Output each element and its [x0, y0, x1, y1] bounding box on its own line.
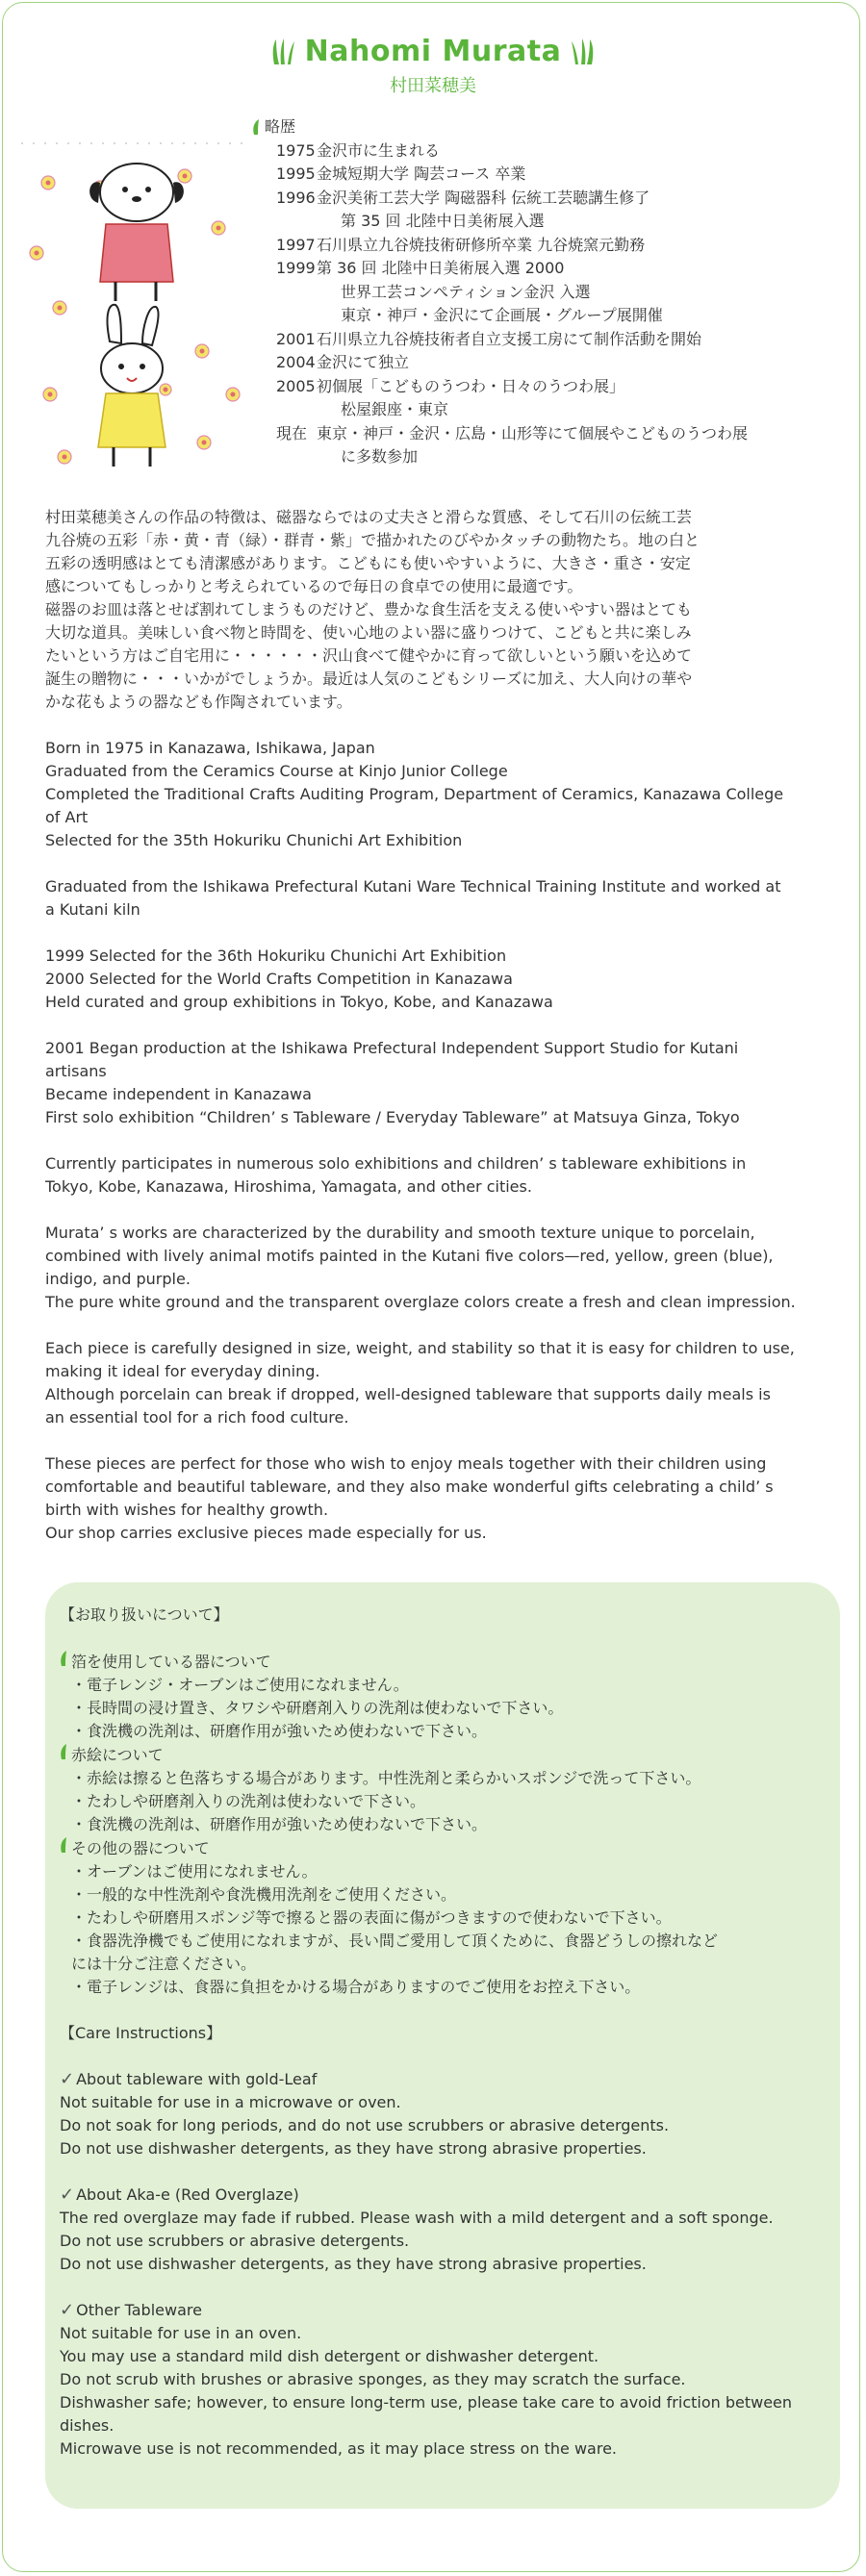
blank-line	[45, 922, 825, 945]
biography-text: 金沢美術工芸大学 陶磁器科 伝統工芸聴講生修了	[317, 188, 650, 207]
biography-year: 1996	[276, 188, 316, 207]
biography-text: 金沢市に生まれる	[317, 140, 441, 160]
intro-line: たいという方はご自宅用に・・・・・・沢山食べて健やかに育って欲しいという願いを込めて	[45, 646, 693, 665]
biography-text: 金沢にて独立	[317, 353, 410, 371]
care-section-heading	[60, 1836, 829, 1860]
check-icon: ✓	[60, 2185, 75, 2205]
english-line: Became independent in Kanazawa	[45, 1085, 312, 1103]
intro-line: 感についてもしっかりと考えられているので毎日の食卓での使用に最適です。	[45, 577, 583, 595]
english-line: Each piece is carefully designed in size, weight, and stability so that it is easy for children to use,	[45, 1339, 795, 1357]
care-section-heading	[60, 2184, 829, 2207]
english-line: Graduated from the Ishikawa Prefectural Kutani Ware Technical Training Institute and worked at	[45, 877, 781, 896]
english-line: a Kutani kiln	[45, 900, 140, 919]
english-line: Selected for the 35th Hokuriku Chunichi Art Exhibition	[45, 831, 463, 849]
biography-text: 第 35 回 北陸中日美術展入選	[341, 212, 545, 230]
english-line: comfortable and beautiful tableware, and they also make wonderful gifts celebrating a child’ s	[45, 1477, 774, 1496]
intro-line: 誕生の贈物に・・・いかがでしょうか。最近は人気のこどもシリーズに加え、大人向けの華や	[45, 669, 693, 688]
artist-name-row	[270, 35, 597, 68]
biography-row	[252, 328, 829, 352]
english-line: combined with lively animal motifs painted in the Kutani five colors—red, yellow, green (blue),	[45, 1247, 774, 1265]
english-line: The pure white ground and the transparent overglaze colors create a fresh and clean impression.	[45, 1293, 796, 1311]
care-section-heading	[60, 2299, 829, 2322]
english-line: 1999 Selected for the 36th Hokuriku Chunichi Art Exhibition	[45, 947, 507, 965]
english-line: Murata’ s works are characterized by the durability and smooth texture unique to porcelain,	[45, 1224, 755, 1242]
english-line: Completed the Traditional Crafts Auditing Program, Department of Ceramics, Kanazawa College	[45, 785, 784, 803]
english-line: an essential tool for a rich food culture.	[45, 1408, 349, 1427]
biography-text: 松屋銀座・東京	[341, 400, 449, 418]
care-heading-text: About Aka-e (Red Overglaze)	[76, 2185, 299, 2204]
english-line: artisans	[45, 1062, 107, 1080]
english-line: Our shop carries exclusive pieces made especially for us.	[45, 1524, 487, 1542]
intro-line: 五彩の透明感はとても清潔感があります。こどもにも使いやすいように、大きさ・重さ・安定	[45, 554, 691, 572]
care-heading-text: その他の器について	[71, 1838, 210, 1857]
spacer	[60, 1627, 829, 1650]
care-item: ・電子レンジは、食器に負担をかける場合がありますのでご使用をお控え下さい。	[71, 1978, 641, 1996]
biography-year	[252, 281, 317, 305]
biography-text: 東京・神戸・金沢にて企画展・グループ展開催	[341, 306, 663, 324]
biography-row	[252, 210, 829, 234]
english-line: 2000 Selected for the World Crafts Competition in Kanazawa	[45, 970, 513, 988]
leaf-icon	[60, 1743, 69, 1767]
biography-text: 石川県立九谷焼技術者自立支援工房にて制作活動を開始	[317, 329, 702, 348]
biography-row	[252, 187, 829, 211]
biography-year	[252, 445, 317, 469]
english-line: These pieces are perfect for those who wish to enjoy meals together with their children using	[45, 1454, 767, 1473]
care-heading-text: 赤絵について	[71, 1745, 164, 1764]
care-section-heading	[60, 1743, 829, 1767]
intro-line: 磁器のお皿は落とせば割れてしまうものだけど、豊かな食生活を支える使いやすい器はとても	[45, 600, 693, 619]
care-instructions-box	[45, 1582, 840, 2509]
leaf-icon	[60, 1836, 69, 1860]
biography-heading: 略歴	[252, 115, 829, 139]
care-item: ・長時間の浸け置き、タワシや研磨剤入りの洗剤は使わないで下さい。	[71, 1699, 564, 1717]
english-line: birth with wishes for healthy growth.	[45, 1501, 329, 1519]
care-item: ・赤絵は擦ると色落ちする場合があります。中性洗剤と柔らかいスポンジで洗って下さい。	[71, 1769, 701, 1787]
intro-english	[45, 737, 825, 1545]
blank-line	[45, 1314, 825, 1337]
care-item: ・オーブンはご使用になれません。	[71, 1862, 318, 1881]
biography-row	[252, 351, 829, 375]
care-item: Dishwasher safe; however, to ensure long-term use, please take care to avoid friction between	[60, 2393, 793, 2412]
care-heading-text: Other Tableware	[76, 2301, 202, 2319]
leaf-icon	[252, 118, 262, 136]
blank-line	[45, 1429, 825, 1452]
biography-year: 1999	[276, 259, 316, 277]
check-icon: ✓	[60, 2069, 75, 2089]
blank-line	[45, 1014, 825, 1037]
care-item: Do not use dishwasher detergents, as they have strong abrasive properties.	[60, 2255, 647, 2273]
care-item: ・電子レンジ・オーブンはご使用になれません。	[71, 1676, 409, 1694]
biography-row	[252, 445, 829, 469]
care-item: ・食器洗浄機でもご使用になれますが、長い間ご愛用して頂くために、食器どうしの擦れなど	[71, 1932, 719, 1950]
biography-row	[252, 139, 829, 164]
intro-line: かな花もようの器なども作陶されています。	[45, 693, 352, 711]
intro-line: 村田菜穂美さんの作品の特徴は、磁器ならではの丈夫さと滑らな質感、そして石川の伝統工芸	[45, 508, 692, 526]
spacer	[60, 2045, 829, 2068]
spacer	[60, 2160, 829, 2184]
biography-row	[252, 234, 829, 258]
care-title-en: 【Care Instructions】	[60, 2024, 222, 2042]
english-line: Born in 1975 in Kanazawa, Ishikawa, Japan	[45, 739, 375, 757]
leaf-icon	[571, 38, 596, 66]
english-line: 2001 Began production at the Ishikawa Prefectural Independent Support Studio for Kutani	[45, 1039, 739, 1057]
english-line: Held curated and group exhibitions in Tokyo, Kobe, and Kanazawa	[45, 993, 553, 1011]
biography-text: 第 36 回 北陸中日美術展入選 2000	[317, 259, 565, 277]
care-item: ・一般的な中性洗剤や食洗機用洗剤をご使用ください。	[71, 1885, 457, 1904]
artist-name: Nahomi Murata	[304, 35, 562, 68]
biography-row	[252, 375, 829, 399]
biography-row	[252, 163, 829, 187]
intro-japanese	[45, 506, 825, 714]
biography-text: 世界工芸コンペティション金沢 入選	[341, 282, 591, 301]
biography-text: 初個展「こどものうつわ・日々のうつわ展」	[317, 376, 625, 395]
biography-text: 石川県立九谷焼技術研修所卒業 九谷焼窯元勤務	[317, 235, 646, 254]
english-line: Graduated from the Ceramics Course at Kinjo Junior College	[45, 762, 508, 780]
care-section-heading	[60, 1650, 829, 1674]
biography-year: 現在	[276, 423, 308, 442]
biography-row	[252, 398, 829, 422]
care-item: ・食洗機の洗剤は、研磨作用が強いため使わないで下さい。	[71, 1815, 488, 1833]
care-heading-text: 箔を使用している器について	[71, 1652, 271, 1671]
biography-year: 1975	[276, 140, 316, 160]
biography-row	[252, 281, 829, 305]
biography-text: 東京・神戸・金沢・広島・山形等にて個展やこどものうつわ展	[317, 423, 749, 442]
care-item: The red overglaze may fade if rubbed. Please wash with a mild detergent and a soft sponge.	[60, 2209, 774, 2227]
leaf-icon	[60, 1650, 69, 1674]
biography-row	[252, 257, 829, 281]
blank-line	[45, 1129, 825, 1152]
biography-text: 金城短期大学 陶芸コース 卒業	[317, 164, 526, 183]
biography-year: 1995	[276, 164, 316, 183]
biography-year: 2001	[276, 329, 316, 348]
biography-year: 2005	[276, 376, 316, 395]
leaf-icon	[270, 38, 295, 66]
biography-row	[252, 304, 829, 328]
care-item: には十分ご注意ください。	[71, 1955, 257, 1973]
biography-year	[252, 398, 317, 422]
care-item: Do not use scrubbers or abrasive detergents.	[60, 2232, 410, 2250]
english-line: Tokyo, Kobe, Kanazawa, Hiroshima, Yamagata, and other cities.	[45, 1177, 532, 1196]
care-item: Not suitable for use in a microwave or oven.	[60, 2093, 401, 2111]
biography-list	[252, 115, 829, 469]
biography-year	[252, 304, 317, 328]
biography-year: 1997	[276, 235, 316, 254]
header	[0, 35, 866, 97]
spacer	[60, 1999, 829, 2022]
biography-year	[252, 210, 317, 234]
care-item: You may use a standard mild dish detergent or dishwasher detergent.	[60, 2347, 599, 2365]
english-line: First solo exhibition “Children’ s Tableware / Everyday Tableware” at Matsuya Ginza, Tokyo	[45, 1108, 740, 1126]
care-item: Do not scrub with brushes or abrasive sponges, as they may scratch the surface.	[60, 2370, 686, 2388]
spacer	[60, 2276, 829, 2299]
blank-line	[45, 852, 825, 875]
care-item: dishes.	[60, 2416, 115, 2435]
artist-name-ja: 村田菜穂美	[390, 75, 476, 96]
intro-line: 大切な道具。美味しい食べ物と時間を、使い心地のよい器に盛りつけて、こどもと共に楽しみ	[45, 623, 692, 642]
english-line: indigo, and purple.	[45, 1270, 191, 1288]
intro-line: 九谷焼の五彩「赤・黄・青（緑）・群青・紫」で描かれたのびやかタッチの動物たち。地の白と	[45, 531, 700, 549]
care-item: Microwave use is not recommended, as it may place stress on the ware.	[60, 2439, 618, 2458]
blank-line	[45, 1199, 825, 1222]
english-line: of Art	[45, 808, 89, 826]
care-title-ja: 【お取り扱いについて】	[60, 1605, 229, 1624]
english-line: Although porcelain can break if dropped, well-designed tableware that supports daily meals is	[45, 1385, 771, 1403]
check-icon: ✓	[60, 2300, 75, 2320]
care-item: ・たわしや研磨用スポンジ等で擦ると器の表面に傷がつきますので使わないで下さい。	[71, 1908, 672, 1927]
biography-text: に多数参加	[341, 447, 419, 466]
care-item: Do not use dishwasher detergents, as they have strong abrasive properties.	[60, 2139, 647, 2158]
care-item: ・たわしや研磨剤入りの洗剤は使わないで下さい。	[71, 1792, 426, 1810]
biography-row	[252, 422, 829, 446]
care-item: Do not soak for long periods, and do not use scrubbers or abrasive detergents.	[60, 2116, 670, 2134]
animal-illustration	[21, 139, 262, 486]
biography-year: 2004	[276, 353, 316, 371]
care-item: Not suitable for use in an oven.	[60, 2324, 302, 2342]
english-line: making it ideal for everyday dining.	[45, 1362, 320, 1380]
care-item: ・食洗機の洗剤は、研磨作用が強いため使わないで下さい。	[71, 1722, 488, 1740]
english-line: Currently participates in numerous solo exhibitions and children’ s tableware exhibitions in	[45, 1154, 747, 1173]
care-heading-text: About tableware with gold-Leaf	[76, 2070, 318, 2088]
care-section-heading	[60, 2068, 829, 2091]
